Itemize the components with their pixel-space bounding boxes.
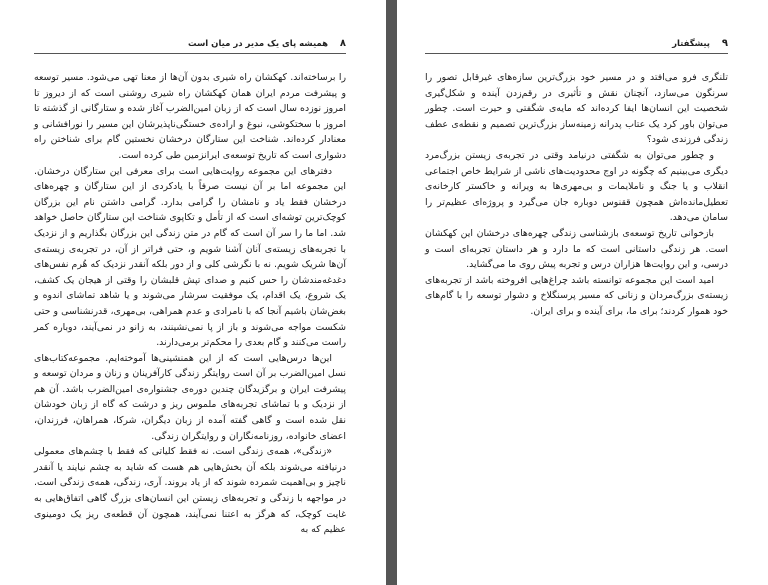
paragraph: «زندگی»، همه‌ی زندگی است. نه فقط کلیاتی که فقط با چشم‌های معمولی درنیافته می‌شوند بلکه آن بخش‌هایی هم هست که شاید به چشم نیایند یا آنقدر ناچیز و بی‌اهمیت شمرده شوند که از یاد بروند. آری، زندگی، همه‌ی زندگی است. در مواجهه با زندگی و تجربه‌های زیستن این انسان‌های بزرگ گاهی اتفاق‌هایی به غایت کوچک، که هرگز به اعتنا نمی‌آیند، همچون آن قطعه‌ی ریز یک دومینوی عظیم که به bbox=[34, 446, 346, 536]
left-page-header bbox=[34, 38, 346, 54]
page-gutter bbox=[386, 0, 397, 585]
paragraph: دفترهای این مجموعه روایت‌هایی است برای معرفی این ستارگان درخشان. این مجموعه اما بر آن نیست صرفاً با یادکردی از این ستارگان و چهره‌های درخشان فقط یاد و نامشان را گرامی بدارد. گرامی داشتن نام این بزرگان کوچک‌ترین توشه‌ای است که از تأمل و تکاپوی شناخت این ستارگان حاصل خواهد شد. اما ما را سر آن است که گام در متن زندگی این بزرگان بگذاریم و از نزدیک با تجربه‌های زیسته‌ی آنان آشنا شویم و، حتی فراتر از آن، در تجربه‌ی زیسته‌ی آن‌ها شریک شویم. نه با نگرشی کلی و از دور بلکه آنقدر نزدیک که هُرم نفس‌های دغدغه‌مندشان را حس کنیم و صدای تپش قلبشان را وقتی از هیجان یک کشف، یک شروع، یک اقدام، یک موفقیت سرشار می‌شوند و یا شاهد تماشای اندوه و بغض‌شان باشیم آنجا که با نامرادی و عدم همراهی، بی‌مهری، قدرنشناسی و حتی شکست مواجه می‌شوند و باز از پا نمی‌نشینند، به زانو در نمی‌آیند، دوباره کمر راست می‌کنند و گام بعدی را محکم‌تر برمی‌دارند. bbox=[34, 165, 346, 349]
page-number: ۹ bbox=[721, 38, 728, 49]
right-page-body bbox=[425, 70, 728, 320]
paragraph: و چطور می‌توان به شگفتی درنیامد وقتی در تجربه‌ی زیستن بزرگ‌مرد دیگری می‌بینیم که چگونه در اوج محدودیت‌های ناشی از شرایط خاص اجتماعی انقلاب و یا جنگ و ناملایمات و بی‌مهری‌ها به ویرانه و خاکستر کارخانه‌ی تعطیل‌مانده‌اش همچون ققنوس دوباره جان می‌گیرد و پروژه‌ای عظیم‌تر را سامان می‌دهد. bbox=[425, 149, 728, 224]
paragraph: بازخوانی تاریخ توسعه‌ی بازشناسی زندگی چهره‌های درخشان این کهکشان است. هر زندگی داستانی است که ما دارد و هر داستان تجربه‌ای است و درسی، و این روایت‌ها هزاران درس و تجربه پیش روی ما می‌گشاید. bbox=[425, 227, 728, 271]
right-page-header bbox=[425, 38, 728, 54]
running-title: پیشگفتار bbox=[672, 39, 710, 49]
page-number: ۸ bbox=[339, 38, 346, 49]
running-title: همیشه پای یک مدیر در میان است bbox=[187, 39, 328, 49]
header-rule bbox=[425, 53, 728, 54]
paragraph: امید است این مجموعه توانسته باشد چراغ‌هایی افروخته باشد از تجربه‌های زیسته‌ی بزرگ‌مردان و زنانی که مسیر پرسنگلاخ و دشوار توسعه را با گام‌های خود هموار کردند؛ برای ما، برای آینده و برای ایران. bbox=[425, 274, 728, 317]
paragraph: تلنگری فرو می‌افتد و در مسیر خود بزرگ‌ترین سازه‌های غیرقابل تصور را سرنگون می‌سازد، آنچنان نقش و تأثیری در رقم‌زدن آینده و شکل‌گیری شخصیت این انسان‌ها ایفا کرده‌اند که مایه‌ی شگفتی و حیرت است. چطور می‌توان باور کرد یک عتاب پدرانه زمینه‌ساز بزرگ‌ترین تصمیم و نقطه‌ی عطف زندگی فرزندی شود؟ bbox=[425, 72, 728, 146]
paragraph: را برساخته‌اند. کهکشان راه شیری بدون آن‌ها از معنا تهی می‌شود. مسیر توسعه و پیشرفت مردم ایران همان کهکشان راه شیری روشنی است که از دیروز تا امروز نوزده‌ سال است که از زبان امین‌الضرب آغاز شده و ستارگانی از گذشته تا امروز با سختکوشی، نبوغ و اراده‌ی خستگی‌ناپذیرشان این مسیر را نورافشانی و معنادار کرده‌اند. شناخت این ستارگان درخشان نخستین گام برای شناختن راه دشواری است که تاریخ توسعه‌ی ایرانزمین طی کرده است. bbox=[34, 72, 346, 161]
paragraph: این‌ها درس‌هایی است که از این همنشینی‌ها آموخته‌ایم. مجموعه‌کتاب‌های نسل امین‌الضرب بر آن است روایتگر زندگی کارآفرینان و زنان و مردان توسعه و پیشرفت ایران و برگزیدگان چندین دوره‌ی جشنواره‌ی امین‌الضرب باشد. آن هم از نزدیک و با تماشای تجربه‌های ملموس ریز و درشت که گاه از زبان خودشان نقل شده است و گاهی گفته آمده از زبان دیگران، شرکا، همراهان، فرزندان، اعضای خانواده، روزنامه‌نگاران و روایتگران زندگی. bbox=[34, 352, 346, 442]
right-page bbox=[397, 0, 768, 585]
header-rule bbox=[34, 53, 346, 54]
left-page-body bbox=[34, 70, 346, 538]
